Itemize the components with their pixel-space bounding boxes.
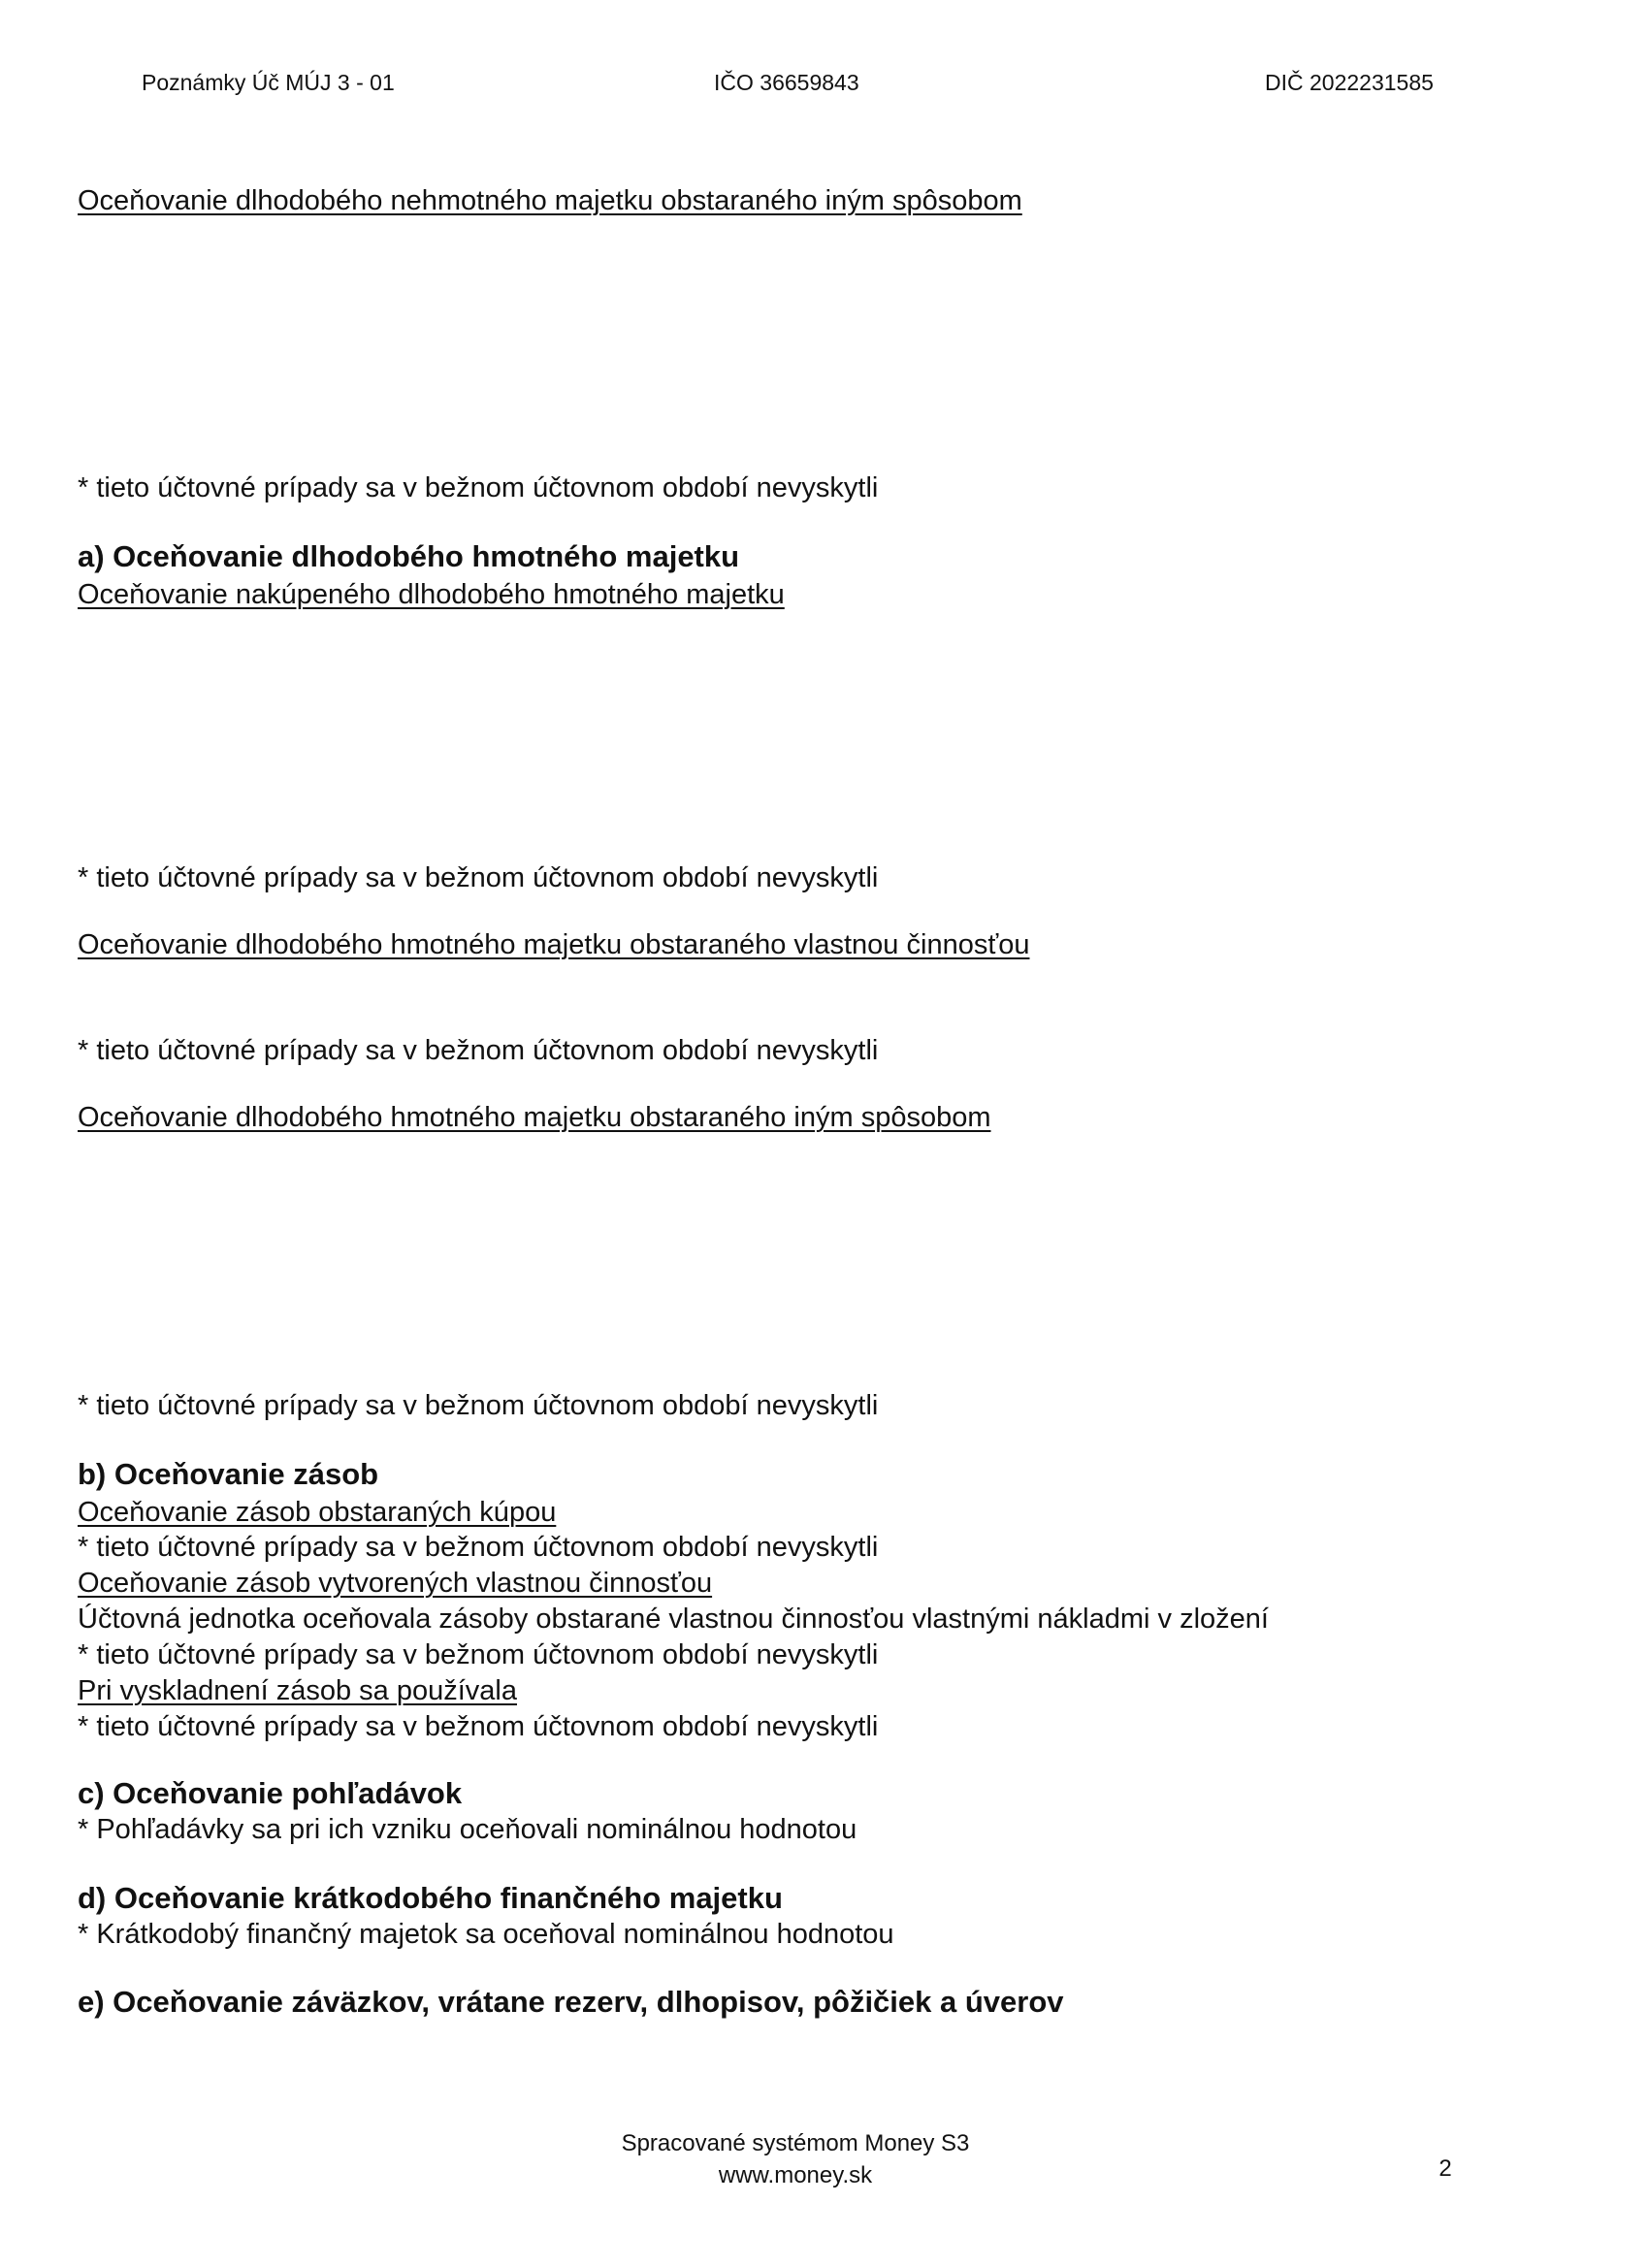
tangible-own-heading: Oceňovanie dlhodobého hmotného majetku obstaraného vlastnou činnosťou [78,929,1030,960]
header-doc-title: Poznámky Úč MÚJ 3 - 01 [142,70,395,95]
section-a-heading: a) Oceňovanie dlhodobého hmotného majetku [78,539,740,573]
tangible-other-heading: Oceňovanie dlhodobého hmotného majetku obstaraného iným spôsobom [78,1102,991,1133]
page-number: 2 [1439,2155,1452,2182]
receivables-text: * Pohľadávky sa pri ich vzniku oceňovali nominálnou hodnotou [78,1814,857,1845]
stock-own-heading: Oceňovanie zásob vytvorených vlastnou činnosťou [78,1568,713,1599]
stock-own-text: Účtovná jednotka oceňovala zásoby obstarané vlastnou činnosťou vlastnými nákladmi v zložení [78,1604,1269,1635]
note-tangible-own: * tieto účtovné prípady sa v bežnom účtovnom období nevyskytli [78,1035,879,1066]
note-stock-purchased: * tieto účtovné prípady sa v bežnom účtovnom období nevyskytli [78,1532,879,1563]
footer-software-line: Spracované systémom Money S3 [621,2130,970,2156]
section-b-heading: b) Oceňovanie zásob [78,1457,379,1491]
section-e-heading: e) Oceňovanie záväzkov, vrátane rezerv, dlhopisov, pôžičiek a úverov [78,1985,1064,2019]
section-d-heading: d) Oceňovanie krátkodobého finančného majetku [78,1881,783,1915]
header-dic: DIČ 2022231585 [1265,70,1434,95]
intangible-other-heading: Oceňovanie dlhodobého nehmotného majetku obstaraného iným spôsobom [78,185,1022,216]
tangible-purchased-heading: Oceňovanie nakúpeného dlhodobého hmotného majetku [78,579,785,610]
note-stock-own: * tieto účtovné prípady sa v bežnom účtovnom období nevyskytli [78,1639,879,1670]
stock-issue-heading: Pri vyskladnení zásob sa používala [78,1675,517,1706]
section-c-heading: c) Oceňovanie pohľadávok [78,1776,463,1810]
header-ico: IČO 36659843 [714,70,859,95]
note-intangible-other: * tieto účtovné prípady sa v bežnom účtovnom období nevyskytli [78,472,879,503]
note-stock-issue: * tieto účtovné prípady sa v bežnom účtovnom období nevyskytli [78,1711,879,1742]
stock-purchased-heading: Oceňovanie zásob obstaraných kúpou [78,1497,557,1528]
note-tangible-other: * tieto účtovné prípady sa v bežnom účtovnom období nevyskytli [78,1390,879,1421]
note-tangible-purchased: * tieto účtovné prípady sa v bežnom účtovnom období nevyskytli [78,862,879,893]
footer-website-line: www.money.sk [718,2162,873,2188]
financial-assets-text: * Krátkodobý finančný majetok sa oceňoval nominálnou hodnotou [78,1919,894,1950]
